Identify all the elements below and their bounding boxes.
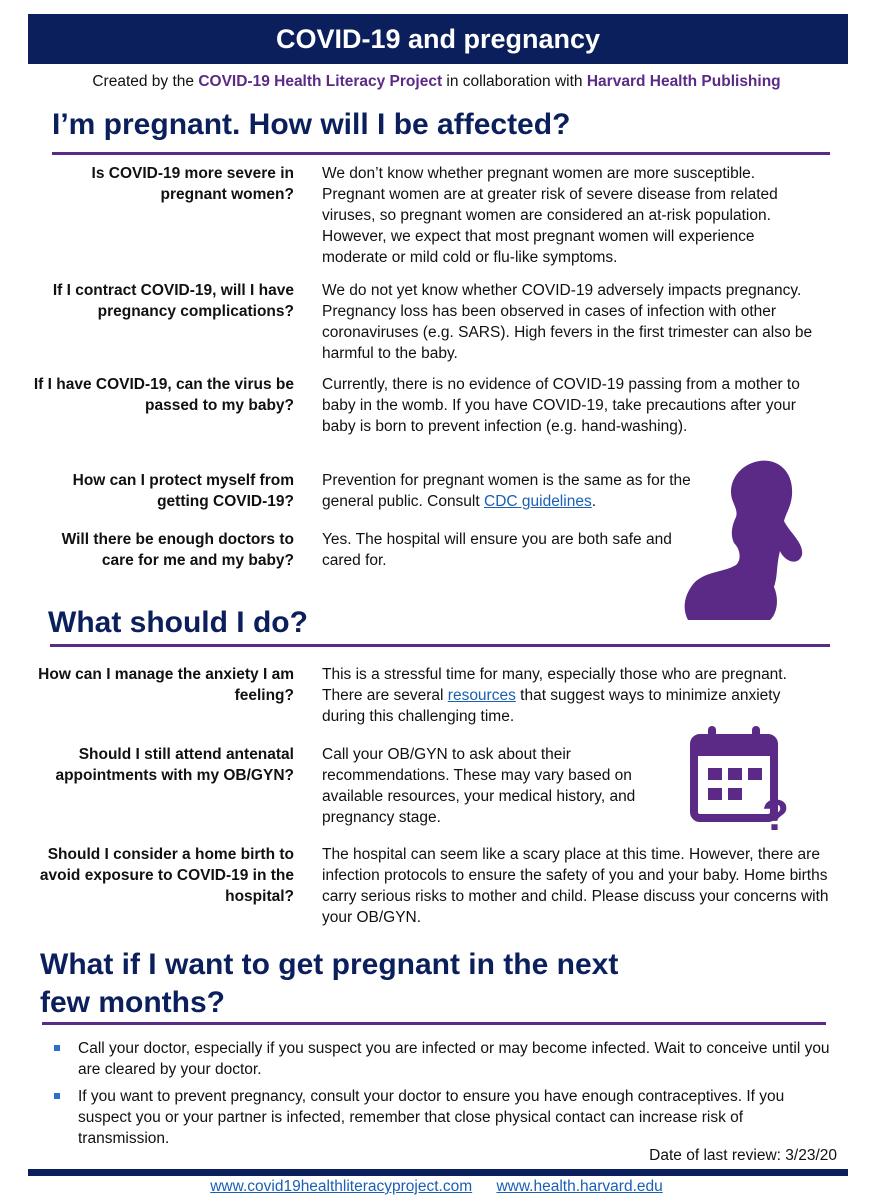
section-1-divider (52, 152, 830, 155)
question-8: Should I consider a home birth to avoid exposure to COVID-19 in the hospital? (39, 846, 294, 905)
section-3-heading (40, 946, 618, 1022)
question-2: If I contract COVID-19, will I have pregnancy complications? (52, 282, 294, 320)
credit-prefix: Created by the (92, 73, 199, 90)
pregnant-woman-icon (680, 455, 805, 620)
answer-3: Currently, there is no evidence of COVID-19 passing from a mother to baby in the womb. If you have COVID-19, take precautions after your baby is born to prevent infection (e.g. hand-washing). (322, 376, 800, 435)
answer-6 (322, 664, 792, 727)
credit-org-2: Harvard Health Publishing (586, 73, 781, 90)
question-5: Will there be enough doctors to care for me and my baby? (61, 531, 294, 569)
answer-5: Yes. The hospital will ensure you are both safe and cared for. (322, 531, 672, 569)
question-1: Is COVID-19 more severe in pregnant women? (91, 165, 294, 203)
section-3-heading-line-2: few months? (40, 986, 225, 1019)
calendar-question-icon (686, 722, 794, 834)
question-6: How can I manage the anxiety I am feeling? (38, 666, 294, 704)
page-title: COVID-19 and pregnancy (275, 24, 601, 54)
covid19-project-link[interactable]: www.covid19healthliteracyproject.com (210, 1178, 473, 1195)
question-7: Should I still attend antenatal appointments with my OB/GYN? (55, 746, 294, 784)
section-3-heading-line-1: What if I want to get pregnant in the next (40, 948, 619, 981)
answer-2: We do not yet know whether COVID-19 adversely impacts pregnancy. Pregnancy loss has been observed in cases of infection with other coronaviruses (e.g. SARS). High fevers in the first trimester can also be harmful to the baby. (322, 282, 813, 362)
title-banner (28, 14, 848, 64)
credit-org-1: COVID-19 Health Literacy Project (198, 73, 443, 90)
answer-6-end: that suggest ways to minimize anxiety during this challenging time. (322, 687, 781, 725)
list-item: Call your doctor, especially if you suspect you are infected or may become infected. Wait to conceive until you are cleared by your doctor. (54, 1038, 834, 1080)
section-2-divider (50, 644, 830, 647)
question-3: If I have COVID-19, can the virus be passed to my baby? (33, 376, 294, 414)
answer-4 (322, 470, 712, 512)
resources-link[interactable]: resources (447, 687, 516, 704)
section-3-divider (42, 1022, 826, 1025)
cdc-guidelines-link[interactable]: CDC guidelines (484, 493, 592, 510)
section-2-heading: What should I do? (48, 606, 308, 639)
answer-6-text: This is a stressful time for many, especially those who are pregnant. There are several (322, 666, 787, 704)
footer-bar (28, 1169, 848, 1176)
answer-4-end: . (591, 493, 597, 510)
question-4: How can I protect myself from getting COVID-19? (72, 472, 294, 510)
footer-links (0, 1178, 873, 1196)
last-review-date: Date of last review: 3/23/20 (649, 1147, 837, 1164)
credit-line (0, 73, 873, 91)
answer-8: The hospital can seem like a scary place at this time. However, there are infection protocols to ensure the safety of you and your baby. Home births carry serious risks to mother and child. Please discuss your concerns with your OB/GYN. (322, 846, 829, 926)
answer-1: We don’t know whether pregnant women are more susceptible. Pregnant women are at greater risk of severe disease from related viruses, so pregnant women are considered an at-risk population. However, we expect that most pregnant women will experience moderate or mild cold or flu-like symptoms. (322, 165, 778, 266)
answer-4-text: Prevention for pregnant women is the same as for the general public. Consult (322, 472, 691, 510)
harvard-health-link[interactable]: www.health.harvard.edu (496, 1178, 663, 1195)
answer-7: Call your OB/GYN to ask about their recommendations. These may vary based on available resources, your medical history, and pregnancy stage. (322, 746, 636, 826)
list-item: If you want to prevent pregnancy, consult your doctor to ensure you have enough contraceptives. If you suspect you or your partner is infected, remember that close physical contact can increase risk of transmission. (54, 1086, 834, 1149)
bullet-list (54, 1038, 834, 1155)
section-1-heading: I’m pregnant. How will I be affected? (52, 108, 571, 141)
svg-text:?: ? (762, 791, 789, 834)
credit-middle: in collaboration with (442, 73, 587, 90)
